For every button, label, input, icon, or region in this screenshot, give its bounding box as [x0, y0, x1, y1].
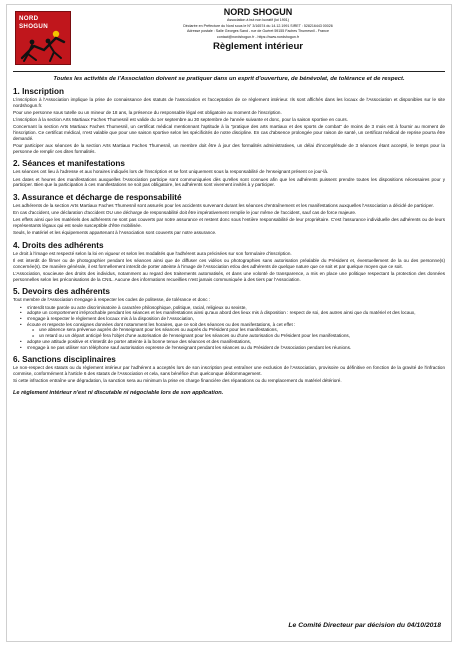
paragraph: Il est interdit de filmer ou de photographier pendant les séances ainsi que de diffuser ces vidéos ou photographies sans autorisation préalable du Président et, éventuellement de la ou des personne(s) concernée(s). De manière générale, il est formellement interdit de porter atteinte à l'image de l'Association et/ou des adhérents de quelque nature que ce soit et par quelque moyen que ce soit. — [13, 258, 445, 269]
header-line: Déclarée en Préfecture du Nord sous le N° 3/16574 du 14.12.1991 SIRET : 528216443 00026 — [183, 23, 333, 28]
paragraph: Tout membre de l'Association s'engage à respecter les codes de politesse, de tolérance et donc : — [13, 297, 211, 303]
letterhead — [13, 5, 445, 72]
paragraph: L'inscription à l'Association implique la prise de connaissance des statuts de l'association et l'acceptation de ce règlement intérieur. Ils sont affichés dans les locaux de l'Association et disponibles sur le site nordshogun.fr. — [13, 97, 445, 108]
paragraph: Seuls, le matériel et les équipements appartenant à l'Association sont couverts par notre assurance. — [13, 230, 217, 236]
section-title-droits: 4. Droits des adhérents — [13, 240, 104, 250]
paragraph: Si cette infraction entraîne une dégradation, la sanction sera au minimum la prise en charge financière des réparations ou du remplacement du matériel détérioré. — [13, 378, 342, 384]
section-title-devoirs: 5. Devoirs des adhérents — [13, 287, 110, 297]
club-name: NORD SHOGUN — [223, 7, 293, 17]
paragraph: Concernant la section Arts Martiaux Faches Thumesnil, un certificat médical mentionnant l'aptitude à la "pratique des arts martiaux et des sports de combat" de moins de 3 mois est à fournir au moment de l'inscription. Ce certificat médical, n'est valable que pour une saison sportive selon les spécificités de notre discipline. En cas d'absence prolongée pour raison de santé, un certificat médical de reprise pourra être demandé. — [13, 124, 445, 141]
header-line: Association à but non lucratif (loi 1901) — [227, 18, 289, 22]
list-item: • s'interdit toute parole ou acte discriminatoire à caractère philosophique, politique, racial, religieux ou sexiste, — [27, 305, 445, 311]
paragraph: Pour participer aux séances de la section Arts Martiaux Faches Thumesnil, un membre doit être à jour des formalités administratives, un délai d'incomplétude de 3 séances étant accepté, le temps pour la personne de remplir ces dites formalités. — [13, 142, 445, 154]
paragraph: Les séances ont lieu à l'adresse et aux horaires indiqués lors de l'inscription et se font uniquement sous la responsabilité de l'enseignant présent ce jour-là. — [13, 169, 329, 175]
paragraph: L'Association, soucieuse des droits des individus, notamment au regard des traitements automatisés, et dans une volonté de transparence, a mis en place une politique respectant la protection des données personnelles selon les préconisations de la CNIL. Aucune des informations recueillies n'est jamais communiquée à des tiers par l'Association. — [13, 271, 445, 282]
header-line: Adresse postale : Salle Georges Sand - rue de Guéret 59155 Faches Thumesnil - France — [187, 29, 329, 34]
paragraph: Le droit à l'image est respecté selon la loi en vigueur et selon les modalités que l'adhérent aura précisées sur son formulaire d'inscription. — [13, 250, 292, 256]
paragraph: En cas d'accident, une déclaration d'accident OU une décharge de responsabilité doit être impérativement remplie le jour même de l'accident, sauf cas de force majeure. — [13, 210, 357, 216]
duties-list — [13, 305, 445, 351]
martial-artist-icon — [16, 28, 70, 64]
header-line: contact@nordshogun.fr - https://www.nordshogun.fr — [216, 34, 300, 39]
sub-list — [27, 327, 445, 338]
list-item: • s'engage à ne pas utiliser son téléphone sauf autorisation expresse de l'enseignant pendant les séances ou du Président de l'Association pendant les réunions. — [27, 345, 445, 351]
section-title-sanctions: 6. Sanctions disciplinaires — [13, 355, 116, 365]
paragraph: Les dates et heures des manifestations auxquelles l'Association participe sont communiquées dès qu'elles sont connues afin que les adhérents puissent prendre toutes les dispositions nécessaires pour y participer. Bien que la participation à ces manifestations ne soit pas obligatoire, les adhérents sont vivement invités à y participer. — [13, 176, 445, 188]
list-item: • adopte une attitude positive et s'interdit de porter atteinte à la bonne tenue des séances et des manifestations, — [27, 339, 445, 345]
club-logo — [15, 11, 71, 65]
paragraph: Pour une personne sous tutelle ou un mineur de 18 ans, la présence du responsable légal est obligatoire au moment de l'inscription. — [13, 109, 282, 115]
document-page — [6, 4, 452, 642]
sub-list-item: o un retard ou un départ anticipé fera l'objet d'une autorisation de l'enseignant pour les séances ou d'une autorisation du Président pour les manifestations, — [39, 333, 445, 339]
paragraph: L'inscription à la section Arts Martiaux Faches Thumesnil est valide du 1er septembre au 30 septembre de l'année suivante et donc, pour la saison sportive en cours. — [13, 117, 348, 123]
list-item — [27, 322, 445, 339]
logo-text-line1: NORD — [19, 15, 39, 22]
section-title-seances: 2. Séances et manifestations — [13, 159, 125, 169]
letterhead-text — [75, 7, 441, 52]
rule-note: Le règlement intérieur n'est ni discutable ni négociable lors de son application. — [13, 389, 224, 396]
paragraph: Les adhérents de la section Arts Martiaux Faches Thumesnil sont assurés pour les accidents survenant durant les séances d'entraînement et les manifestations auxquelles l'Association a décidé de participer. — [13, 202, 434, 208]
signature-line: Le Comité Directeur par décision du 04/10/2018 — [288, 622, 441, 629]
sub-list-item: o une absence sera prévenue auprès de l'enseignant pour les séances ou auprès du Président pour les manifestations, — [39, 327, 445, 333]
section-title-inscription: 1. Inscription — [13, 87, 64, 96]
motto: Toutes les activités de l'Association doivent se pratiquer dans un esprit d'ouverture, de bénévolat, de tolérance et de respect. — [53, 76, 405, 82]
section-title-assurance: 3. Assurance et décharge de responsabilité — [13, 192, 182, 202]
paragraph: Le non-respect des statuts ou du règlement intérieur par l'adhérent a acceptés lors de son inscription peut entraîner une exclusion de l'Association, provisoire ou définitive en fonction de la gravité de l'infraction commise, conformément à l'article 6 des statuts de l'Association et cela, sans bénéfice d'un quelconque dédommagement. — [13, 365, 445, 376]
list-item: • s'engage à respecter le règlement des locaux mis à la disposition de l'Association, — [27, 316, 445, 322]
document-body — [7, 87, 451, 396]
logo-text-line2: SHOGUN — [19, 23, 48, 30]
document-title: Règlement intérieur — [212, 41, 304, 53]
paragraph: Les effets ainsi que les matériels des adhérents ne sont pas couverts par notre assurance et restent donc sous l'entière responsabilité de leur propriétaire. C'est l'assurance individuelle des adhérents ou de leurs représentants légaux qui est seule susceptible d'être mobilisée. — [13, 217, 445, 229]
list-item-text: écoute et respecte les consignes données dont notamment les horaires, que ce soit des séances ou des manifestations, à cet effet : — [27, 321, 296, 327]
list-item: • adopte un comportement irréprochable pendant les séances et les manifestations ainsi qu'aux abord des lieux mis à disposition : respect de soi, des autres ainsi que du matériel et des locaux, — [27, 310, 445, 316]
